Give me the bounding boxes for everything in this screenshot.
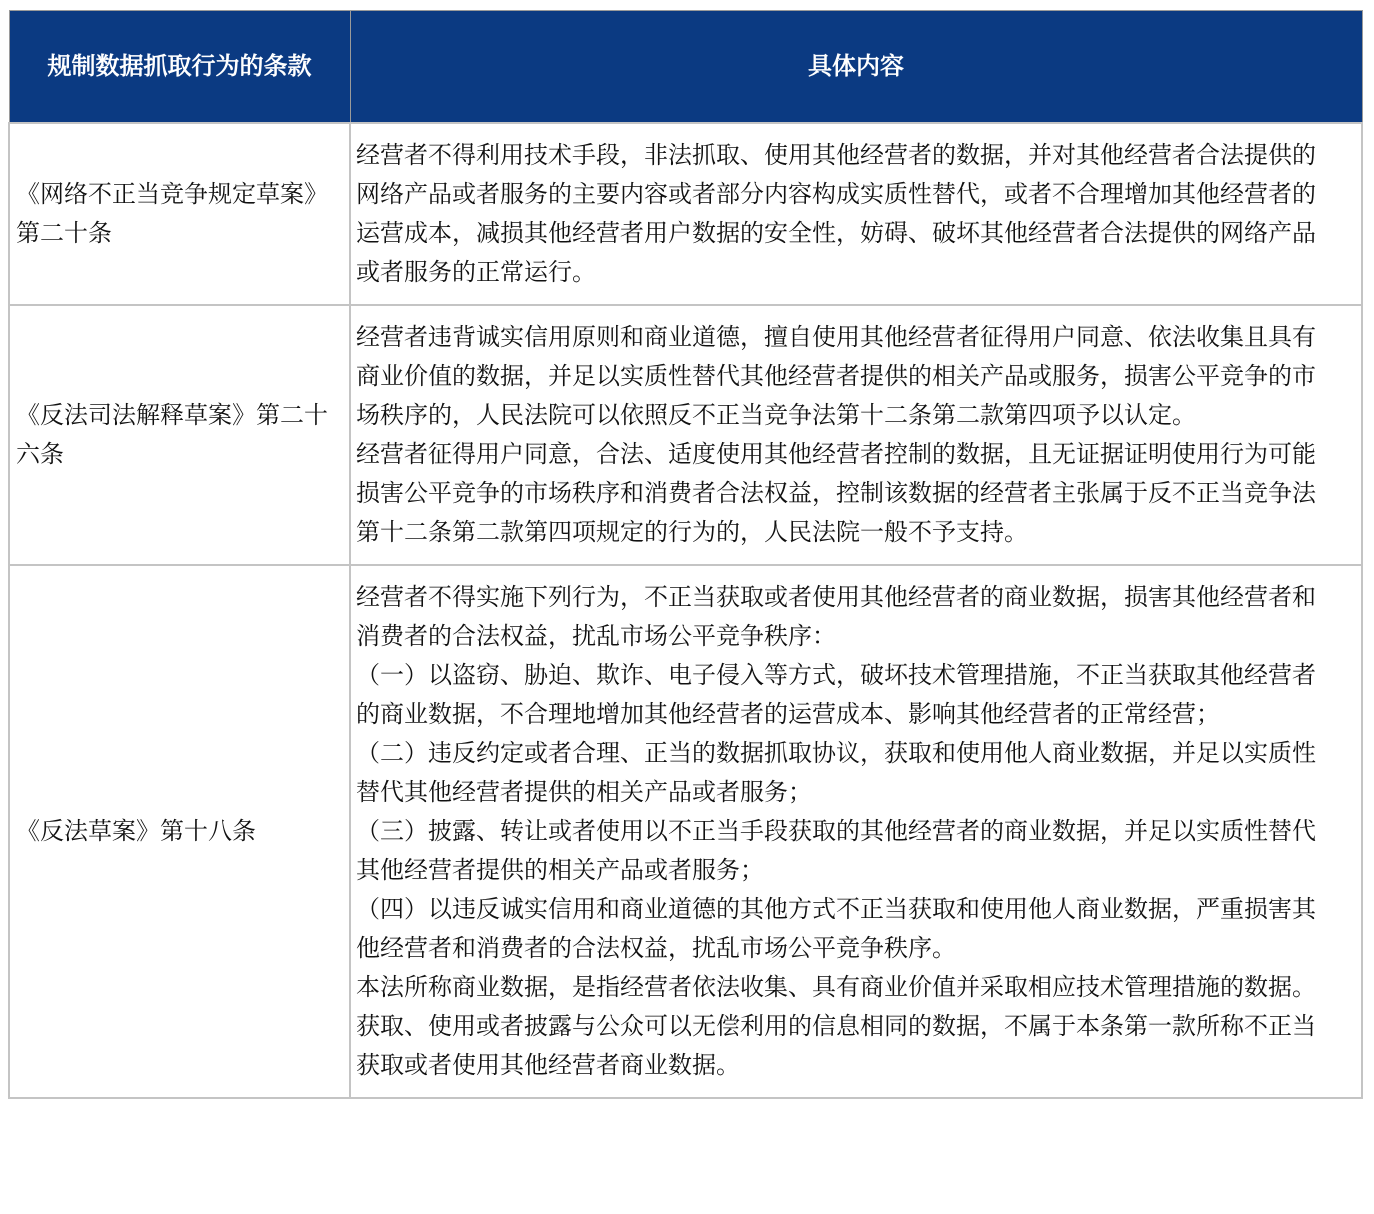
clause-name-cell: 《网络不正当竞争规定草案》第二十条 (9, 123, 350, 305)
header-clause-column: 规制数据抓取行为的条款 (9, 11, 350, 123)
header-content-column: 具体内容 (350, 11, 1362, 123)
clause-paragraph: （三）披露、转让或者使用以不正当手段获取的其他经营者的商业数据，并足以实质性替代其他经营者提供的相关产品或者服务； (356, 816, 1316, 884)
clause-paragraph: 获取、使用或者披露与公众可以无偿利用的信息相同的数据，不属于本条第一款所称不正当获取或者使用其他经营者商业数据。 (356, 1011, 1316, 1079)
clause-paragraph: 经营者违背诚实信用原则和商业道德，擅自使用其他经营者征得用户同意、依法收集且具有商业价值的数据，并足以实质性替代其他经营者提供的相关产品或服务，损害公平竞争的市场秩序的，人民法院可以依照反不正当竞争法第十二条第二款第四项予以认定。 (356, 322, 1316, 429)
clause-content-cell (350, 123, 1362, 305)
clause-paragraph: （一）以盗窃、胁迫、欺诈、电子侵入等方式，破坏技术管理措施，不正当获取其他经营者的商业数据，不合理地增加其他经营者的运营成本、影响其他经营者的正常经营； (356, 660, 1316, 728)
clause-paragraph: （二）违反约定或者合理、正当的数据抓取协议，获取和使用他人商业数据，并足以实质性替代其他经营者提供的相关产品或者服务； (356, 738, 1316, 806)
table-body (9, 123, 1362, 1098)
clause-name-cell: 《反法司法解释草案》第二十六条 (9, 305, 350, 565)
clause-paragraph: （四）以违反诚实信用和商业道德的其他方式不正当获取和使用他人商业数据，严重损害其他经营者和消费者的合法权益，扰乱市场公平竞争秩序。 (356, 894, 1316, 962)
table-row (9, 123, 1362, 305)
clause-content-cell (350, 565, 1362, 1098)
table-row (9, 565, 1362, 1098)
table-row (9, 305, 1362, 565)
clauses-table (8, 10, 1363, 1099)
clause-paragraph: 经营者不得实施下列行为，不正当获取或者使用其他经营者的商业数据，损害其他经营者和消费者的合法权益，扰乱市场公平竞争秩序： (356, 582, 1316, 650)
clause-paragraph: 经营者不得利用技术手段，非法抓取、使用其他经营者的数据，并对其他经营者合法提供的网络产品或者服务的主要内容或者部分内容构成实质性替代，或者不合理增加其他经营者的运营成本，减损其他经营者用户数据的安全性，妨碍、破坏其他经营者合法提供的网络产品或者服务的正常运行。 (356, 140, 1316, 286)
header-row (9, 11, 1362, 123)
clause-paragraph: 本法所称商业数据，是指经营者依法收集、具有商业价值并采取相应技术管理措施的数据。 (356, 972, 1316, 1001)
clause-name-cell: 《反法草案》第十八条 (9, 565, 350, 1098)
table-header (9, 11, 1362, 123)
clause-paragraph: 经营者征得用户同意，合法、适度使用其他经营者控制的数据，且无证据证明使用行为可能损害公平竞争的市场秩序和消费者合法权益，控制该数据的经营者主张属于反不正当竞争法第十二条第二款第四项规定的行为的，人民法院一般不予支持。 (356, 439, 1316, 546)
clause-content-cell (350, 305, 1362, 565)
